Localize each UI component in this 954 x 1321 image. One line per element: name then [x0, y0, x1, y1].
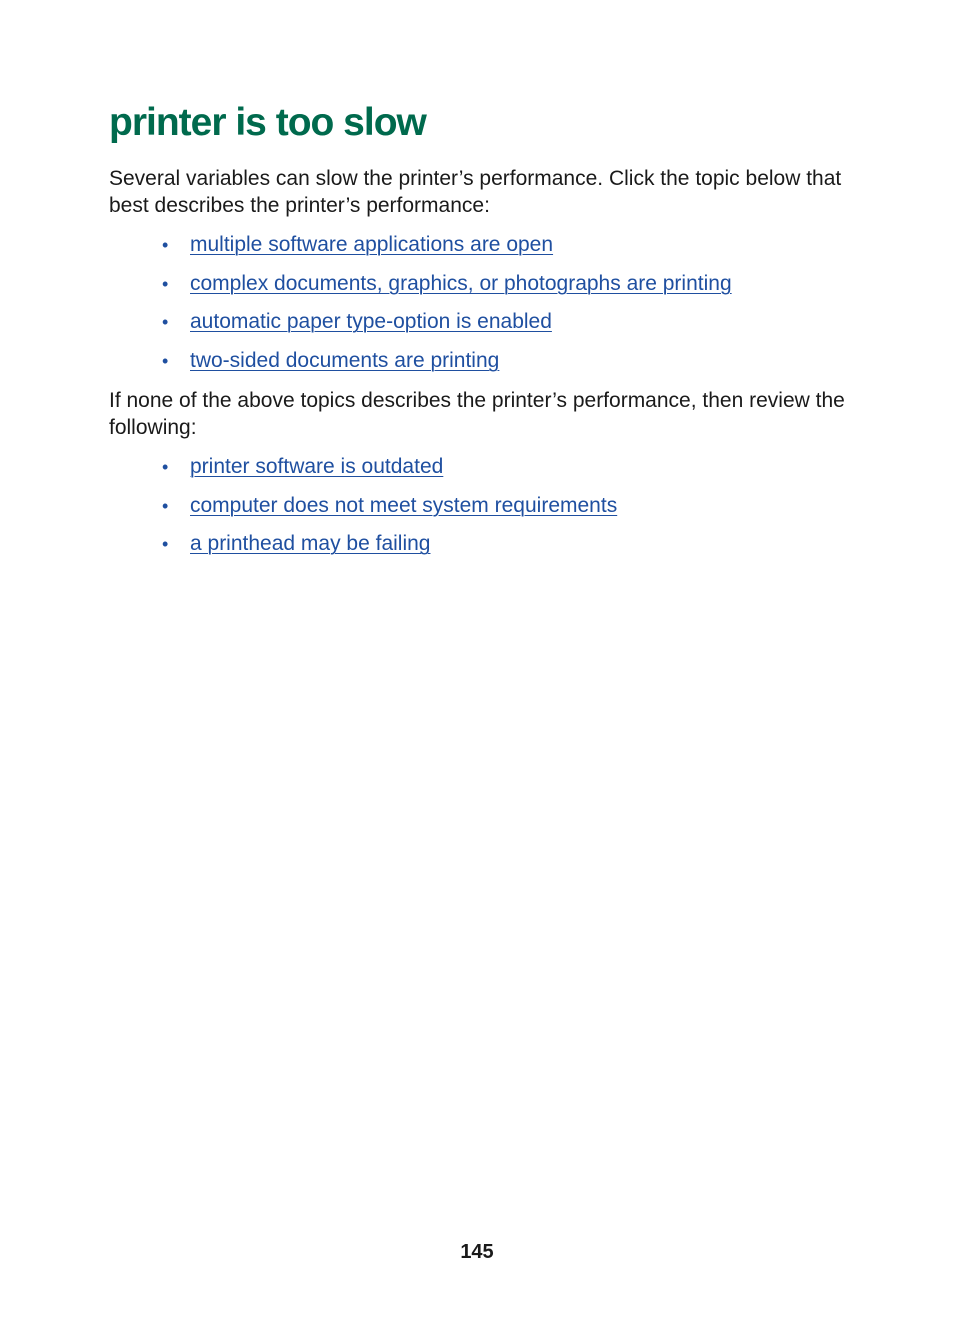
bullet-icon: •	[162, 495, 169, 516]
bullet-icon: •	[162, 534, 169, 555]
bullet-icon: •	[162, 312, 169, 333]
page-title: printer is too slow	[109, 101, 426, 144]
topic-link-two-sided-documents[interactable]: two-sided documents are printing	[190, 349, 500, 373]
topic-link-system-requirements[interactable]: computer does not meet system requirements	[190, 493, 618, 517]
topic-link-automatic-paper-type[interactable]: automatic paper type-option is enabled	[190, 310, 552, 334]
page-number: 145	[460, 1241, 494, 1263]
bullet-icon: •	[162, 457, 169, 477]
topic-link-multiple-applications[interactable]: multiple software applications are open	[190, 233, 554, 256]
intro-paragraph: Several variables can slow the printer’s performance. Click the topic below that best describes the printer’s performance:	[109, 167, 842, 217]
bullet-icon: •	[162, 351, 169, 372]
followup-paragraph: If none of the above topics describes the printer’s performance, then review the following:	[109, 389, 845, 439]
topic-link-software-outdated[interactable]: printer software is outdated	[190, 455, 444, 478]
bullet-icon: •	[162, 235, 169, 255]
bullet-icon: •	[162, 273, 169, 294]
topic-link-printhead-failing[interactable]: a printhead may be failing	[190, 532, 431, 556]
topic-link-complex-documents[interactable]: complex documents, graphics, or photographs are printing	[190, 271, 732, 295]
